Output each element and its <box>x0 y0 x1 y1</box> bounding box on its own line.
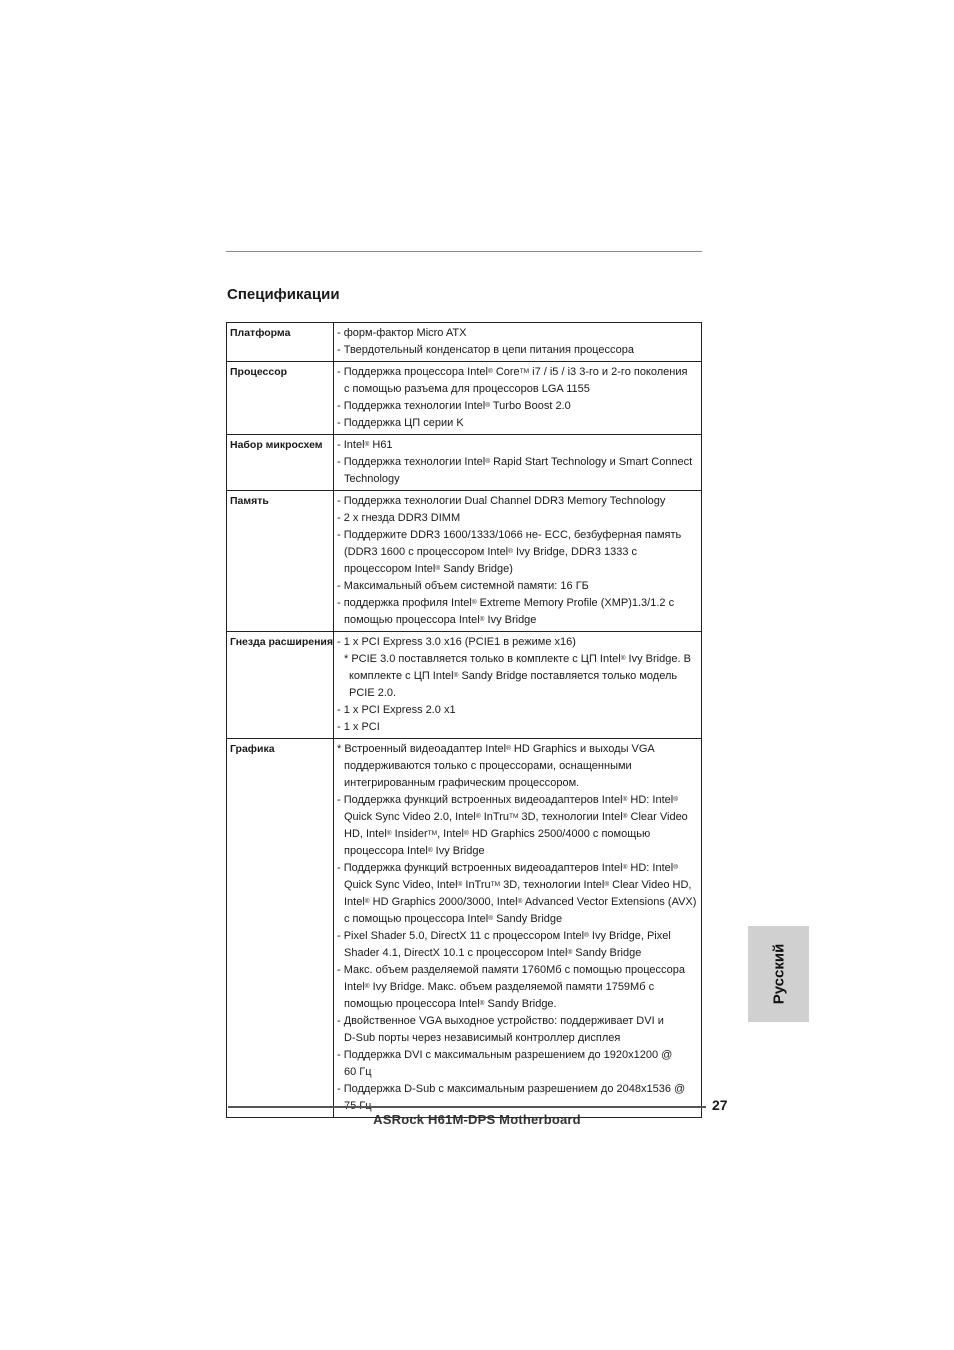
spec-line: Intel® Ivy Bridge. Макс. объем разделяемой памяти 1759Мб с <box>344 981 655 993</box>
top-divider <box>226 251 702 252</box>
registered-mark: ® <box>485 458 491 465</box>
table-row <box>227 435 702 491</box>
table-row <box>227 362 702 435</box>
row-content <box>334 435 702 491</box>
spec-line: с помощью разъема для процессоров LGA 1155 <box>344 383 590 395</box>
registered-mark: ® <box>567 949 573 956</box>
spec-line: - Поддержка функций встроенных видеоадаптеров Intel® HD: Intel® <box>337 794 679 806</box>
spec-line: интегрированным графическим процессором. <box>344 777 580 789</box>
spec-line: помощью процессора Intel® Sandy Bridge. <box>344 998 557 1010</box>
row-label: Набор микросхем <box>227 435 334 491</box>
spec-line: - 1 x PCI <box>337 721 380 733</box>
spec-line: помощью процессора Intel® Ivy Bridge <box>344 614 537 626</box>
spec-line: комплекте с ЦП Intel® Sandy Bridge поставляется только модель <box>349 670 678 682</box>
page-number: 27 <box>712 1097 728 1113</box>
spec-line: - Поддержка процессора Intel® Core™ i7 / i5 / i3 3-го и 2-го поколения <box>337 366 688 378</box>
spec-line: - форм-фактор Micro ATX <box>337 327 467 339</box>
spec-line: - Поддержка DVI с максимальным разрешением до 1920x1200 @ <box>337 1049 673 1061</box>
spec-line: поддерживаются только с процессорами, оснащенными <box>344 760 632 772</box>
spec-line: - Поддержка технологии Intel® Rapid Start Technology и Smart Connect <box>337 456 693 468</box>
spec-line: Quick Sync Video, Intel® InTru™ 3D, технологии Intel® Clear Video HD, <box>344 879 692 891</box>
spec-line: - Поддержка ЦП серии K <box>337 417 464 429</box>
spec-line: - Intel® H61 <box>337 439 393 451</box>
spec-line: процессором Intel® Sandy Bridge) <box>344 563 513 575</box>
registered-mark: ® <box>622 796 628 803</box>
row-content <box>334 632 702 739</box>
table-row <box>227 323 702 362</box>
registered-mark: ® <box>435 565 441 572</box>
registered-mark: ® <box>479 616 485 623</box>
registered-mark: ® <box>604 881 610 888</box>
trademark-mark: TM <box>519 368 530 375</box>
registered-mark: ® <box>364 898 370 905</box>
spec-line: - Поддержите DDR3 1600/1333/1066 не- ECC, безбуферная память <box>337 529 682 541</box>
registered-mark: ® <box>386 830 392 837</box>
spec-line: * PCIE 3.0 поставляется только в комплекте с ЦП Intel® Ivy Bridge. В <box>344 653 691 665</box>
registered-mark: ® <box>487 368 493 375</box>
spec-line: - Двойственное VGA выходное устройство: поддерживает DVI и <box>337 1015 664 1027</box>
spec-line: - Твердотельный конденсатор в цепи питания процессора <box>337 344 634 356</box>
spec-line: Shader 4.1, DirectX 10.1 с процессором Intel® Sandy Bridge <box>344 947 642 959</box>
language-label: Русский <box>770 943 787 1005</box>
language-side-tab <box>748 926 809 1022</box>
spec-line: - 2 x гнезда DDR3 DIMM <box>337 512 461 524</box>
registered-mark: ® <box>506 745 511 752</box>
spec-line: - Pixel Shader 5.0, DirectX 11 с процессором Intel® Ivy Bridge, Pixel <box>337 930 671 942</box>
registered-mark: ® <box>475 813 481 820</box>
registered-mark: ® <box>488 915 494 922</box>
row-label: Гнезда расширения <box>227 632 334 739</box>
bottom-divider <box>228 1106 706 1108</box>
page-title: Спецификации <box>227 286 340 303</box>
spec-line: - 1 x PCI Express 2.0 x1 <box>337 704 456 716</box>
spec-line: - 1 x PCI Express 3.0 x16 (PCIE1 в режиме x16) <box>337 636 576 648</box>
table-row <box>227 491 702 632</box>
row-label: Память <box>227 491 334 632</box>
registered-mark: ® <box>673 796 679 803</box>
registered-mark: ® <box>364 983 370 990</box>
trademark-mark: TM <box>427 830 438 837</box>
registered-mark: ® <box>622 864 628 871</box>
spec-line: Technology <box>344 473 400 485</box>
spec-line: (DDR3 1600 с процессором Intel® Ivy Bridge, DDR3 1333 с <box>344 546 638 558</box>
spec-line: 60 Гц <box>344 1066 372 1078</box>
registered-mark: ® <box>622 813 628 820</box>
spec-line: - Поддержка технологии Dual Channel DDR3 Memory Technology <box>337 495 666 507</box>
spec-line: D-Sub порты через независимый контроллер дисплея <box>344 1032 621 1044</box>
table-row <box>227 632 702 739</box>
row-content <box>334 362 702 435</box>
registered-mark: ® <box>508 548 513 555</box>
spec-line: - Максимальный объем системной памяти: 16 ГБ <box>337 580 589 592</box>
registered-mark: ® <box>427 847 433 854</box>
table-row <box>227 739 702 1118</box>
spec-line: 75 Гц <box>344 1100 372 1112</box>
footer-product-name: ASRock H61M-DPS Motherboard <box>373 1112 581 1127</box>
trademark-mark: TM <box>490 881 501 888</box>
spec-line: процессора Intel® Ivy Bridge <box>344 845 485 857</box>
registered-mark: ® <box>471 599 477 606</box>
registered-mark: ® <box>673 864 679 871</box>
spec-line: Intel® HD Graphics 2000/3000, Intel® Advanced Vector Extensions (AVX) <box>344 896 697 908</box>
spec-line: с помощью процессора Intel® Sandy Bridge <box>344 913 563 925</box>
row-label: Процессор <box>227 362 334 435</box>
row-label: Графика <box>227 739 334 1118</box>
spec-line: - Поддержка функций встроенных видеоадаптеров Intel® HD: Intel® <box>337 862 679 874</box>
registered-mark: ® <box>584 932 589 939</box>
spec-line: - поддержка профиля Intel® Extreme Memory Profile (XMP)1.3/1.2 с <box>337 597 675 609</box>
spec-line: HD, Intel® Insider™, Intel® HD Graphics 2500/4000 с помощью <box>344 828 651 840</box>
spec-table <box>226 322 702 1118</box>
spec-line: Quick Sync Video 2.0, Intel® InTru™ 3D, технологии Intel® Clear Video <box>344 811 688 823</box>
registered-mark: ® <box>463 830 469 837</box>
registered-mark: ® <box>453 672 459 679</box>
spec-line: - Макс. объем разделяемой памяти 1760Мб с помощью процессора <box>337 964 685 976</box>
spec-line: - Поддержка D-Sub с максимальным разрешением до 2048x1536 @ <box>337 1083 686 1095</box>
registered-mark: ® <box>485 402 491 409</box>
registered-mark: ® <box>364 441 370 448</box>
spec-line: * Встроенный видеоадаптер Intel® HD Graphics и выходы VGA <box>337 743 655 755</box>
spec-line: - Поддержка технологии Intel® Turbo Boost 2.0 <box>337 400 571 412</box>
registered-mark: ® <box>479 1000 485 1007</box>
row-content <box>334 739 702 1118</box>
registered-mark: ® <box>620 655 626 662</box>
registered-mark: ® <box>517 898 523 905</box>
row-content <box>334 323 702 362</box>
trademark-mark: TM <box>509 813 519 820</box>
row-content <box>334 491 702 632</box>
spec-line: PCIE 2.0. <box>349 687 397 699</box>
registered-mark: ® <box>457 881 463 888</box>
row-label: Платформа <box>227 323 334 362</box>
